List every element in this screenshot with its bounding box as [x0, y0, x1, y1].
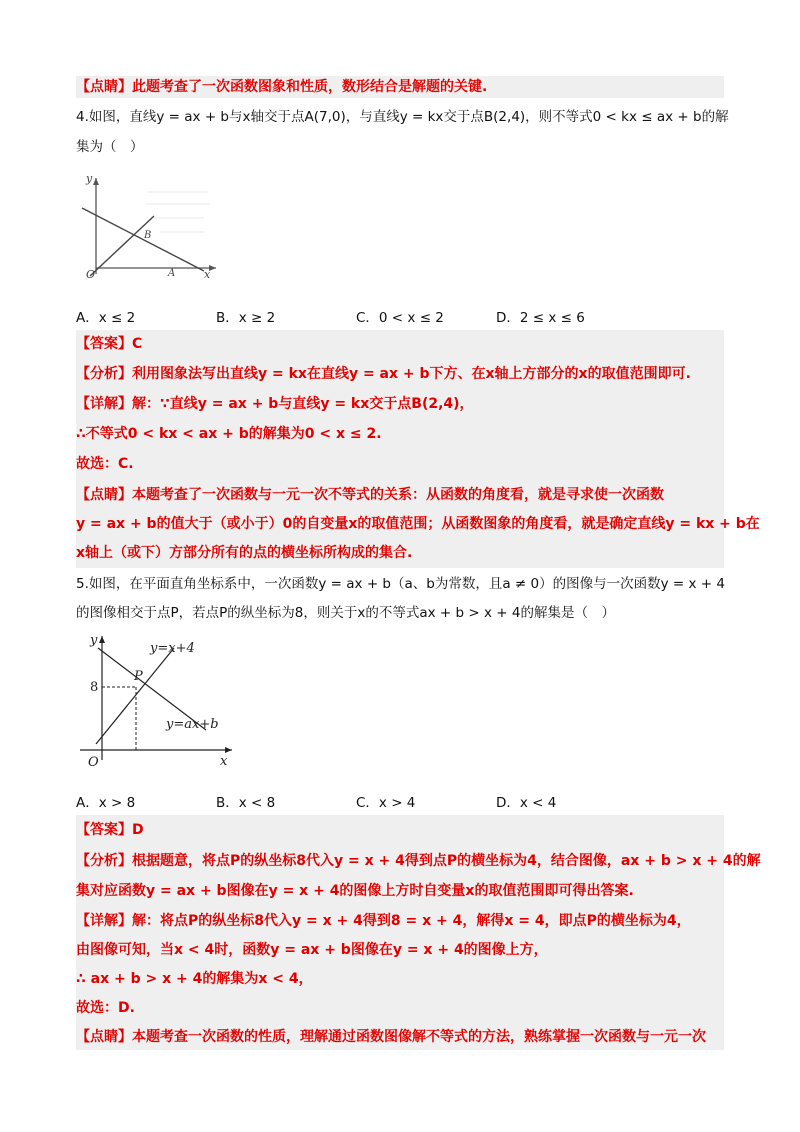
- q5-detail-tag: 【详解】: [76, 913, 132, 929]
- q4-detail-line2: ∴不等式0 < kx < ax + b的解集为0 < x ≤ 2.: [76, 426, 382, 442]
- q4-stem-line2: 集为（ ）: [76, 139, 144, 155]
- q5-analysis-tag: 【分析】: [76, 853, 132, 869]
- q4-origin-label: O: [86, 268, 96, 280]
- q5-detail-line2: 由图像可知，当x < 4时，函数y = ax + b图像在y = x + 4的图像上方，: [76, 942, 548, 958]
- q5-stem-line1: 5.如图，在平面直角坐标系中，一次函数y = ax + b（a、b为常数，且a ≠ 0）的图像与一次函数y = x + 4: [76, 576, 725, 592]
- q4-point-a: A: [168, 268, 176, 279]
- q4-x-label: x: [204, 268, 211, 280]
- q5-option-b: B．x < 8: [216, 795, 276, 811]
- q4-detail-tag: 【详解】: [76, 396, 132, 412]
- q5-tick-8: 8: [90, 680, 99, 695]
- q5-point-p: P: [134, 669, 143, 684]
- q4-point-b: B: [144, 230, 152, 241]
- q5-tip-tag: 【点睛】: [76, 1029, 132, 1045]
- q5-option-c: C．x > 4: [356, 795, 416, 811]
- q5-tip-line1: 本题考查一次函数的性质，理解通过函数图像解不等式的方法，熟练掌握一次函数与一元一次: [132, 1029, 706, 1045]
- q4-option-a: A．x ≤ 2: [76, 310, 136, 326]
- q4-y-label: y: [86, 172, 93, 185]
- q4-option-c: C．0 < x ≤ 2: [356, 310, 444, 326]
- q4-detail: [76, 393, 474, 415]
- q4-detail-line1: 解：∵直线y = ax + b与直线y = kx交于点B(2,4)，: [132, 396, 474, 412]
- q4-tip: [76, 484, 664, 506]
- q4-figure: [76, 170, 226, 280]
- q5-detail: [76, 910, 691, 932]
- q5-tip: [76, 1026, 706, 1048]
- q5-x-label: x: [220, 754, 228, 769]
- q4-option-d: D．2 ≤ x ≤ 6: [496, 310, 585, 326]
- q4-option-b: B．x ≥ 2: [216, 310, 276, 326]
- q5-analysis: [76, 850, 761, 872]
- q4-tip-line2: y = ax + b的值大于（或小于）0的自变量x的取值范围；从函数图象的角度看，就是确定直线y = kx + b在: [76, 516, 760, 532]
- q5-detail-line3: ∴ ax + b > x + 4的解集为x < 4，: [76, 971, 313, 987]
- q5-origin-label: O: [88, 755, 99, 770]
- q5-line1-label: y=x+4: [150, 641, 195, 656]
- q4-analysis-text: 利用图象法写出直线y = kx在直线y = ax + b下方、在x轴上方部分的x的取值范围即可.: [132, 366, 691, 382]
- q4-analysis-tag: 【分析】: [76, 366, 132, 382]
- q4-tip-line1: 本题考查了一次函数与一元一次不等式的关系：从函数的角度看，就是寻求使一次函数: [132, 487, 664, 503]
- q4-answer: 【答案】C: [76, 336, 143, 352]
- q5-option-a: A．x > 8: [76, 795, 136, 811]
- q5-answer: 【答案】D: [76, 822, 144, 838]
- q5-stem-line2: 的图像相交于点P，若点P的纵坐标为8，则关于x的不等式ax + b > x + 4的解集是（ ）: [76, 605, 615, 621]
- q4-choose: 故选：C.: [76, 456, 134, 472]
- q4-tip-line3: x轴上（或下）方部分所有的点的横坐标所构成的集合.: [76, 545, 413, 561]
- q5-analysis-line1: 根据题意，将点P的纵坐标8代入y = x + 4得到点P的横坐标为4，结合图像，ax + b > x + 4的解: [132, 853, 761, 869]
- tip-top: 【点睛】此题考查了一次函数图象和性质，数形结合是解题的关键.: [76, 79, 488, 95]
- q4-analysis: [76, 363, 691, 385]
- q5-option-d: D．x < 4: [496, 795, 557, 811]
- q5-analysis-line2: 集对应函数y = ax + b图像在y = x + 4的图像上方时自变量x的取值范围即可得出答案.: [76, 883, 634, 899]
- q5-line2-label: y=ax+b: [166, 717, 219, 732]
- q5-choose: 故选：D.: [76, 1000, 135, 1016]
- q4-stem-line1: 4.如图，直线y = ax + b与x轴交于点A(7,0)，与直线y = kx交于点B(2,4)，则不等式0 < kx ≤ ax + b的解: [76, 109, 729, 125]
- q4-tip-tag: 【点睛】: [76, 487, 132, 503]
- q5-figure: [76, 628, 246, 778]
- q5-detail-line1: 解：将点P的纵坐标8代入y = x + 4得到8 = x + 4，解得x = 4，即点P的横坐标为4，: [132, 913, 691, 929]
- q5-y-label: y: [90, 633, 98, 648]
